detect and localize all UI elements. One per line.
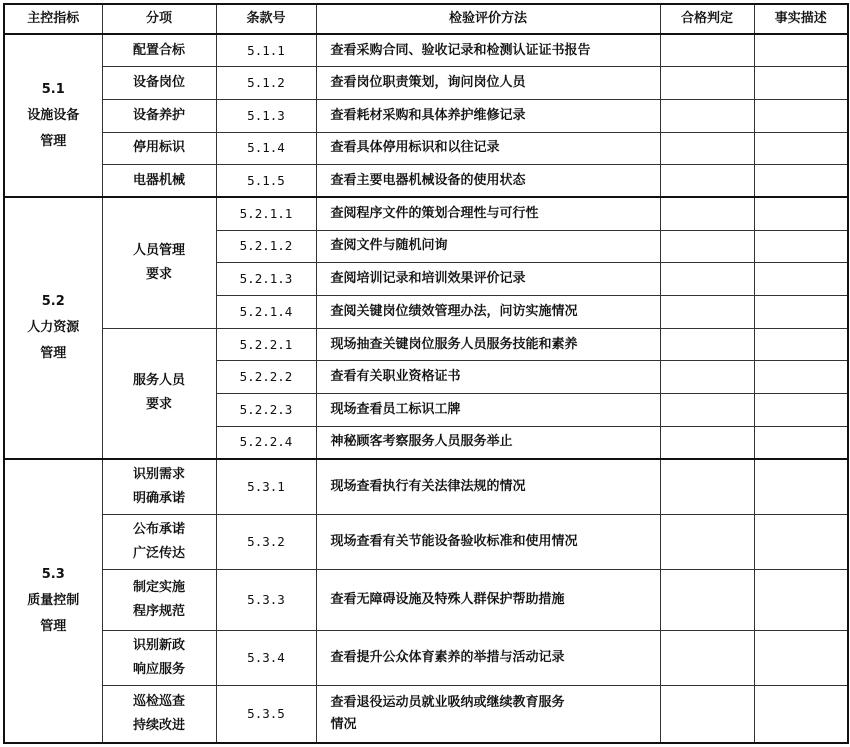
fact-description-cell[interactable] bbox=[754, 426, 848, 459]
header-fact-description: 事实描述 bbox=[754, 4, 848, 34]
clause-number-cell: 5.2.2.4 bbox=[216, 426, 316, 459]
header-clause-no: 条款号 bbox=[216, 4, 316, 34]
fact-description-cell[interactable] bbox=[754, 361, 848, 394]
table-row bbox=[4, 34, 848, 67]
method-cell: 查阅关键岗位绩效管理办法，问访实施情况 bbox=[316, 296, 660, 329]
sub-item-cell: 停用标识 bbox=[102, 132, 216, 165]
fact-description-cell[interactable] bbox=[754, 197, 848, 230]
clause-number-cell: 5.3.3 bbox=[216, 569, 316, 630]
method-cell: 查看耗材采购和具体养护维修记录 bbox=[316, 99, 660, 132]
sub-item-cell: 制定实施 程序规范 bbox=[102, 569, 216, 630]
fact-description-cell[interactable] bbox=[754, 459, 848, 514]
header-method: 检验评价方法 bbox=[316, 4, 660, 34]
method-cell: 查看具体停用标识和以往记录 bbox=[316, 132, 660, 165]
table-row bbox=[4, 569, 848, 630]
clause-number-cell: 5.2.2.3 bbox=[216, 394, 316, 427]
table-row bbox=[4, 197, 848, 230]
header-compliance: 合格判定 bbox=[660, 4, 754, 34]
fact-description-cell[interactable] bbox=[754, 99, 848, 132]
compliance-cell[interactable] bbox=[660, 132, 754, 165]
clause-number-cell: 5.2.1.1 bbox=[216, 197, 316, 230]
fact-description-cell[interactable] bbox=[754, 514, 848, 569]
clause-number-cell: 5.3.5 bbox=[216, 686, 316, 743]
sub-item-cell: 设备养护 bbox=[102, 99, 216, 132]
method-cell: 查看主要电器机械设备的使用状态 bbox=[316, 165, 660, 198]
header-sub-item: 分项 bbox=[102, 4, 216, 34]
method-cell: 现场查看员工标识工牌 bbox=[316, 394, 660, 427]
method-cell: 查看退役运动员就业吸纳或继续教育服务 情况 bbox=[316, 686, 660, 743]
method-cell: 现场查看执行有关法律法规的情况 bbox=[316, 459, 660, 514]
sub-item-cell: 服务人员 要求 bbox=[102, 328, 216, 459]
fact-description-cell[interactable] bbox=[754, 631, 848, 686]
clause-number-cell: 5.1.5 bbox=[216, 165, 316, 198]
compliance-cell[interactable] bbox=[660, 263, 754, 296]
method-cell: 现场抽查关键岗位服务人员服务技能和素养 bbox=[316, 328, 660, 361]
table-row bbox=[4, 328, 848, 361]
clause-number-cell: 5.2.2.2 bbox=[216, 361, 316, 394]
compliance-cell[interactable] bbox=[660, 361, 754, 394]
sub-item-cell: 识别新政 响应服务 bbox=[102, 631, 216, 686]
compliance-cell[interactable] bbox=[660, 426, 754, 459]
sub-item-cell: 人员管理 要求 bbox=[102, 197, 216, 328]
sub-item-cell: 公布承诺 广泛传达 bbox=[102, 514, 216, 569]
method-cell: 现场查看有关节能设备验收标准和使用情况 bbox=[316, 514, 660, 569]
compliance-cell[interactable] bbox=[660, 34, 754, 67]
compliance-cell[interactable] bbox=[660, 99, 754, 132]
method-cell: 查看岗位职责策划，询问岗位人员 bbox=[316, 67, 660, 100]
main-indicator-cell: 5.2 人力资源 管理 bbox=[4, 197, 102, 459]
main-indicator-cell: 5.3 质量控制 管理 bbox=[4, 459, 102, 743]
compliance-cell[interactable] bbox=[660, 230, 754, 263]
main-indicator-cell: 5.1 设施设备 管理 bbox=[4, 34, 102, 197]
method-cell: 查看无障碍设施及特殊人群保护帮助措施 bbox=[316, 569, 660, 630]
compliance-cell[interactable] bbox=[660, 459, 754, 514]
sub-item-cell: 巡检巡查 持续改进 bbox=[102, 686, 216, 743]
method-cell: 查看有关职业资格证书 bbox=[316, 361, 660, 394]
clause-number-cell: 5.2.1.3 bbox=[216, 263, 316, 296]
header-row bbox=[4, 4, 848, 34]
sub-item-cell: 配置合标 bbox=[102, 34, 216, 67]
compliance-cell[interactable] bbox=[660, 165, 754, 198]
table-row bbox=[4, 165, 848, 198]
table-row bbox=[4, 67, 848, 100]
compliance-cell[interactable] bbox=[660, 686, 754, 743]
fact-description-cell[interactable] bbox=[754, 34, 848, 67]
clause-number-cell: 5.1.2 bbox=[216, 67, 316, 100]
clause-number-cell: 5.3.1 bbox=[216, 459, 316, 514]
sub-item-cell: 设备岗位 bbox=[102, 67, 216, 100]
table-row bbox=[4, 514, 848, 569]
compliance-cell[interactable] bbox=[660, 296, 754, 329]
fact-description-cell[interactable] bbox=[754, 296, 848, 329]
fact-description-cell[interactable] bbox=[754, 230, 848, 263]
clause-number-cell: 5.1.1 bbox=[216, 34, 316, 67]
clause-number-cell: 5.1.3 bbox=[216, 99, 316, 132]
clause-number-cell: 5.3.2 bbox=[216, 514, 316, 569]
fact-description-cell[interactable] bbox=[754, 67, 848, 100]
compliance-cell[interactable] bbox=[660, 67, 754, 100]
method-cell: 神秘顾客考察服务人员服务举止 bbox=[316, 426, 660, 459]
compliance-cell[interactable] bbox=[660, 197, 754, 230]
compliance-cell[interactable] bbox=[660, 569, 754, 630]
method-cell: 查看提升公众体育素养的举措与活动记录 bbox=[316, 631, 660, 686]
clause-number-cell: 5.3.4 bbox=[216, 631, 316, 686]
compliance-cell[interactable] bbox=[660, 394, 754, 427]
compliance-cell[interactable] bbox=[660, 328, 754, 361]
fact-description-cell[interactable] bbox=[754, 263, 848, 296]
fact-description-cell[interactable] bbox=[754, 394, 848, 427]
header-main-indicator: 主控指标 bbox=[4, 4, 102, 34]
table-row bbox=[4, 459, 848, 514]
clause-number-cell: 5.2.2.1 bbox=[216, 328, 316, 361]
compliance-cell[interactable] bbox=[660, 514, 754, 569]
fact-description-cell[interactable] bbox=[754, 165, 848, 198]
table-row bbox=[4, 99, 848, 132]
method-cell: 查阅培训记录和培训效果评价记录 bbox=[316, 263, 660, 296]
sub-item-cell: 识别需求 明确承诺 bbox=[102, 459, 216, 514]
clause-number-cell: 5.2.1.4 bbox=[216, 296, 316, 329]
method-cell: 查看采购合同、验收记录和检测认证证书报告 bbox=[316, 34, 660, 67]
sub-item-cell: 电器机械 bbox=[102, 165, 216, 198]
table-row bbox=[4, 132, 848, 165]
clause-number-cell: 5.1.4 bbox=[216, 132, 316, 165]
table-row bbox=[4, 686, 848, 743]
fact-description-cell[interactable] bbox=[754, 328, 848, 361]
clause-number-cell: 5.2.1.2 bbox=[216, 230, 316, 263]
method-cell: 查阅程序文件的策划合理性与可行性 bbox=[316, 197, 660, 230]
fact-description-cell[interactable] bbox=[754, 686, 848, 743]
method-cell: 查阅文件与随机问询 bbox=[316, 230, 660, 263]
fact-description-cell[interactable] bbox=[754, 569, 848, 630]
inspection-table bbox=[3, 3, 849, 744]
fact-description-cell[interactable] bbox=[754, 132, 848, 165]
table-row bbox=[4, 631, 848, 686]
compliance-cell[interactable] bbox=[660, 631, 754, 686]
